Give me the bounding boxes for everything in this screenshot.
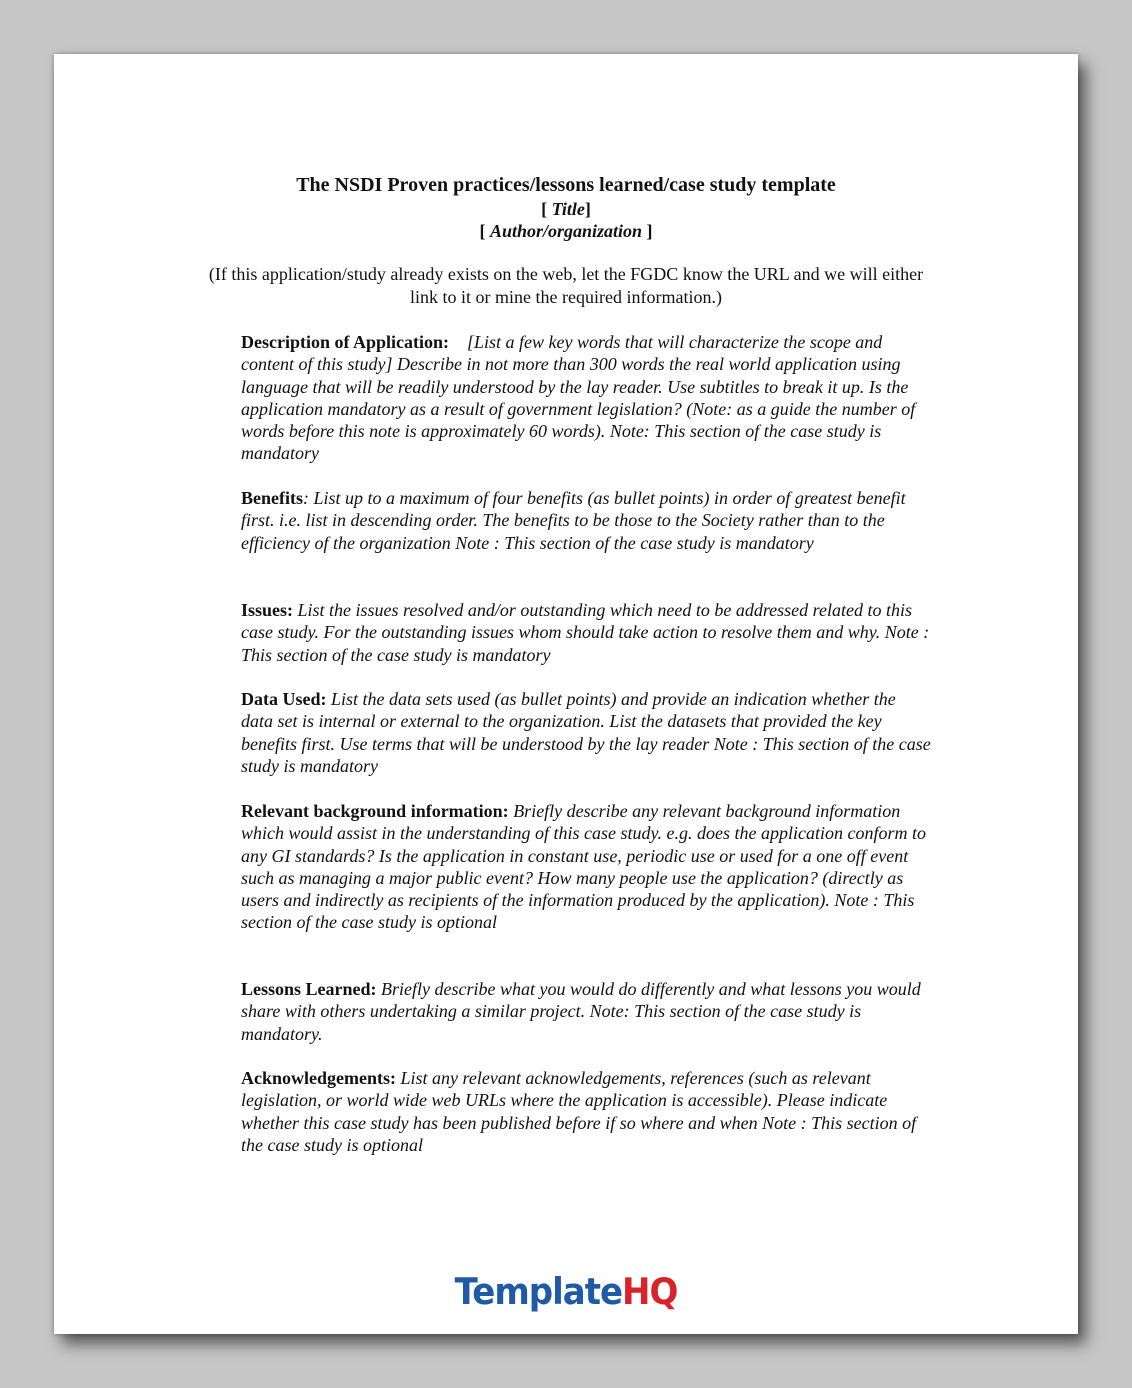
section-heading: Issues: — [241, 600, 294, 620]
author-placeholder-line: [ Author/organization ] — [479, 221, 653, 241]
logo-part-hq: HQ — [622, 1270, 678, 1314]
section-body: [List a few key words that will characterize the scope and content of this study] Describe in not more than 300 words the real world application using language that will be readily understood by the lay reader. Use subtitles to break it up. Is the application mandatory as a result of government legislation? (Note: as a guide the number of words before this note is approximately 60 words). Note: This section of the case study is mandatory — [241, 332, 916, 464]
section-body: Briefly describe what you would do differently and what lessons you would share with others undertaking a similar project. Note: This section of the case study is mandatory. — [241, 979, 921, 1044]
author-placeholder: Author/organization — [489, 221, 643, 241]
section-acknowledgements — [241, 1067, 931, 1156]
section-lessons-learned — [241, 978, 931, 1045]
section-heading: Data Used: — [241, 689, 327, 709]
section-body: List the data sets used (as bullet points) and provide an indication whether the data set is internal or external to the organization. List the datasets that provided the key benefits first. Use terms that will be understood by the lay reader Note : This section of the case study is mandatory — [241, 689, 931, 776]
section-heading: Acknowledgements: — [241, 1068, 396, 1088]
section-data-used — [241, 688, 931, 777]
document-title: The NSDI Proven practices/lessons learned/case study template — [296, 174, 836, 196]
section-issues — [241, 599, 931, 666]
title-placeholder-line: [ Title] — [541, 199, 591, 219]
logo-part-template: Template — [454, 1270, 623, 1314]
section-benefits — [241, 487, 931, 554]
section-body: List any relevant acknowledgements, references (such as relevant legislation, or world wide web URLs where the application is accessible). Please indicate whether this case study has been published before if so where and when Note : This section of the case study is optional — [241, 1068, 917, 1155]
document-page — [54, 54, 1078, 1334]
section-heading: Description of Application: — [241, 332, 450, 352]
title-placeholder: Title — [551, 199, 585, 219]
intro-note: (If this application/study already exists on the web, let the FGDC know the URL and we will either link to it or mine the required information.) — [208, 264, 924, 307]
section-heading: Benefits — [241, 488, 303, 508]
section-body: List the issues resolved and/or outstanding which need to be addressed related to this case study. For the outstanding issues whom should take action to resolve them and why. Note : This section of the case study is mandatory — [241, 600, 930, 665]
section-description — [241, 331, 931, 465]
section-body: : List up to a maximum of four benefits (as bullet points) in order of greatest benefit first. i.e. list in descending order. The benefits to be those to the Society rather than to the efficiency of the organization Note : This section of the case study is mandatory — [241, 488, 906, 553]
templatehq-logo — [54, 1270, 1078, 1313]
section-background — [241, 800, 931, 934]
section-heading: Lessons Learned: — [241, 979, 377, 999]
section-heading: Relevant background information: — [241, 801, 509, 821]
section-body: Briefly describe any relevant background information which would assist in the understanding of this case study. e.g. does the application conform to any GI standards? Is the application in constant use, periodic use or used for a one off event such as managing a major public event? How many people use the application? (directly as users and indirectly as recipients of the information produced by the application). Note : This section of the case study is optional — [241, 801, 926, 933]
